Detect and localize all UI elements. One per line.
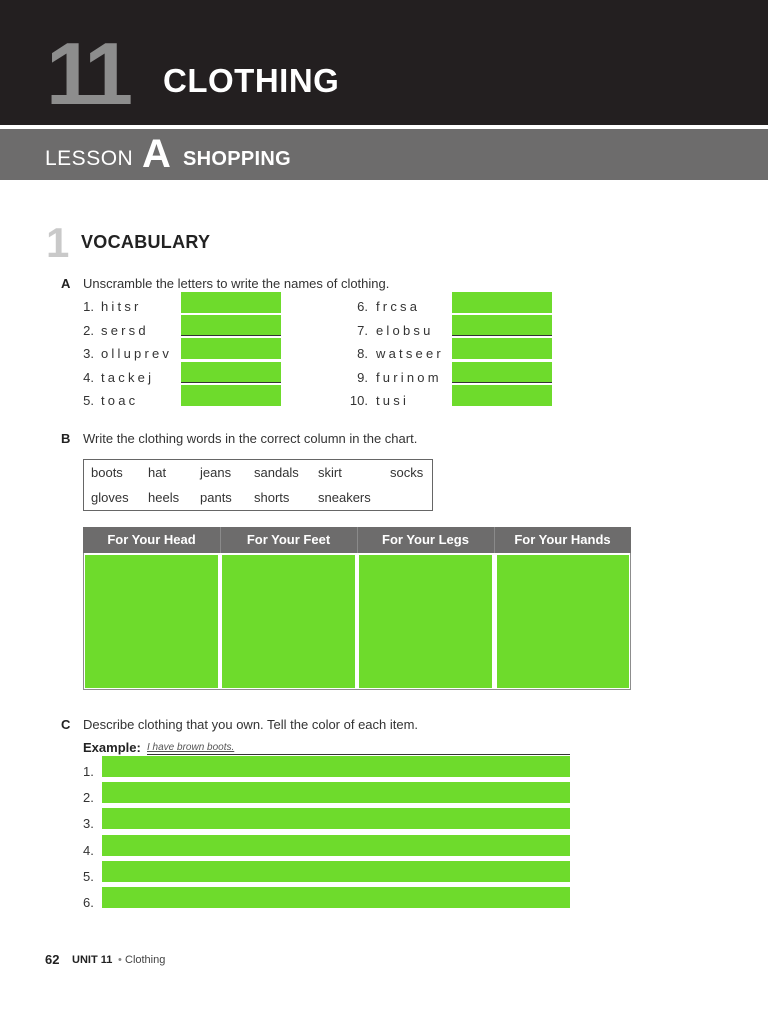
answer-line[interactable] — [102, 782, 570, 803]
scrambled-word: tusi — [376, 393, 410, 408]
item-number: 5. — [83, 393, 94, 408]
page-number: 62 — [45, 952, 60, 967]
part-a-instruction: Unscramble the letters to write the names of clothing. — [83, 276, 390, 291]
answer-field[interactable] — [181, 338, 281, 359]
unit-number: 11 — [46, 24, 128, 123]
section-number: 1 — [46, 219, 70, 266]
item-number: 4. — [83, 370, 94, 385]
section-title: VOCABULARY — [81, 232, 211, 252]
unit-title: CLOTHING — [163, 62, 340, 99]
word-bank-word: hat — [148, 465, 167, 480]
answer-field[interactable] — [452, 315, 552, 336]
lesson-word: LESSON — [45, 147, 134, 170]
item-number: 9. — [357, 370, 368, 385]
item-number: 3. — [83, 346, 94, 361]
item-number: 6. — [83, 895, 94, 910]
word-bank-word: gloves — [91, 490, 129, 505]
item-number: 2. — [83, 323, 94, 338]
scrambled-word: frcsa — [376, 299, 421, 314]
scrambled-word: watseer — [376, 346, 444, 361]
example-underline — [147, 754, 570, 755]
word-bank-word: sneakers — [318, 490, 371, 505]
chart-column-hands: For Your Hands — [514, 532, 611, 547]
part-b-letter: B — [61, 431, 71, 446]
scrambled-word: furinom — [376, 370, 442, 385]
word-bank-word: skirt — [318, 465, 342, 480]
lesson-title: SHOPPING — [183, 148, 291, 170]
example-label: Example: — [83, 740, 141, 755]
word-bank-word: socks — [390, 465, 424, 480]
part-a-letter: A — [61, 276, 71, 291]
answer-field[interactable] — [181, 385, 281, 406]
chart-column-head: For Your Head — [107, 532, 196, 547]
answer-field[interactable] — [452, 292, 552, 313]
answer-field[interactable] — [452, 362, 552, 383]
chart-column-feet: For Your Feet — [246, 532, 331, 547]
item-number: 10. — [349, 393, 368, 408]
answer-field[interactable] — [452, 385, 552, 406]
chart-answer-cell-legs[interactable] — [359, 555, 492, 688]
word-bank-word: heels — [148, 490, 180, 505]
item-number: 2. — [83, 790, 94, 805]
scrambled-word: elobsu — [376, 323, 434, 338]
word-bank-word: sandals — [254, 465, 299, 480]
chart-answer-cell-hands[interactable] — [497, 555, 629, 688]
item-number: 3. — [83, 816, 94, 831]
item-number: 1. — [83, 299, 94, 314]
scrambled-word: sersd — [101, 323, 149, 338]
answer-field[interactable] — [181, 292, 281, 313]
scrambled-word: tackej — [101, 370, 155, 385]
answer-line[interactable] — [102, 808, 570, 829]
scrambled-word: olluprev — [101, 346, 173, 361]
footer-unit-label: UNIT 11 — [72, 954, 113, 966]
chart-answer-cell-head[interactable] — [85, 555, 218, 688]
item-number: 7. — [357, 323, 368, 338]
answer-line[interactable] — [102, 887, 570, 908]
part-b-instruction: Write the clothing words in the correct column in the chart. — [83, 431, 418, 446]
word-bank-word: pants — [200, 490, 232, 505]
item-number: 6. — [357, 299, 368, 314]
item-number: 4. — [83, 843, 94, 858]
answer-field[interactable] — [181, 362, 281, 383]
answer-field[interactable] — [181, 315, 281, 336]
scrambled-word: toac — [101, 393, 139, 408]
word-bank-word: boots — [91, 465, 123, 480]
scrambled-word: hitsr — [101, 299, 142, 314]
item-number: 1. — [83, 764, 94, 779]
item-number: 8. — [357, 346, 368, 361]
answer-line[interactable] — [102, 835, 570, 856]
item-number: 5. — [83, 869, 94, 884]
word-bank-word: jeans — [200, 465, 232, 480]
lesson-letter: A — [142, 132, 171, 176]
chart-answer-cell-feet[interactable] — [222, 555, 355, 688]
example-answer: I have brown boots. — [147, 742, 235, 753]
part-c-instruction: Describe clothing that you own. Tell the color of each item. — [83, 717, 419, 732]
footer-bullet: • — [118, 954, 122, 966]
chart-column-legs: For Your Legs — [382, 532, 469, 547]
word-bank-word: shorts — [254, 490, 290, 505]
answer-line[interactable] — [102, 756, 570, 777]
answer-line[interactable] — [102, 861, 570, 882]
answer-field[interactable] — [452, 338, 552, 359]
part-c-letter: C — [61, 717, 71, 732]
footer-topic: Clothing — [125, 954, 166, 966]
